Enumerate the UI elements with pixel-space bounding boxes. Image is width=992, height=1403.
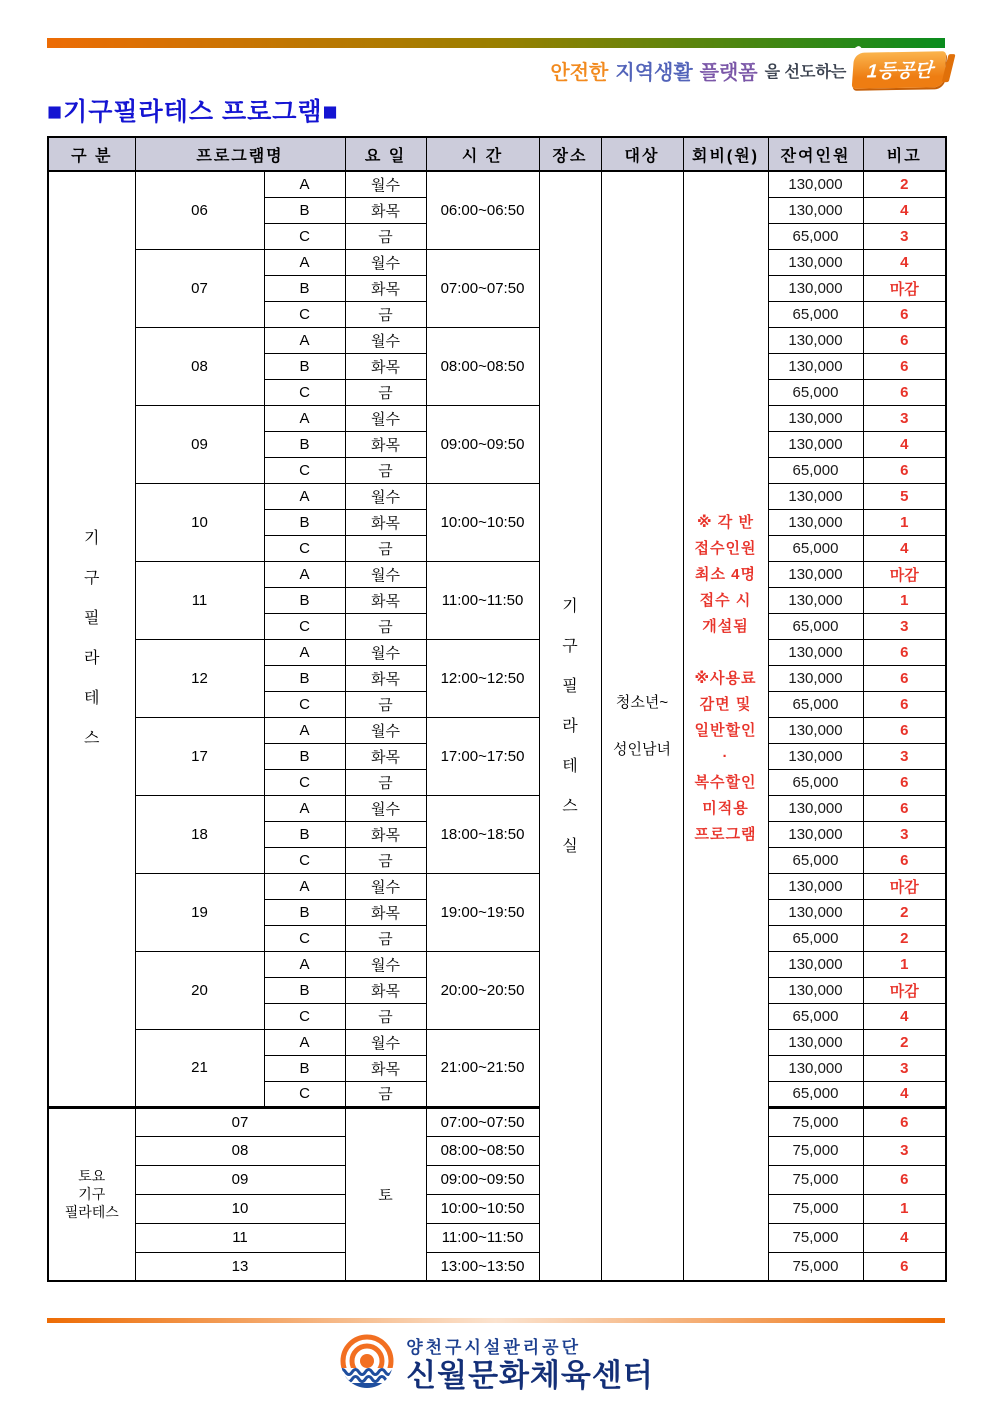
column-header: 프로그램명 <box>135 137 345 171</box>
fee-cell: 130,000 <box>768 821 863 847</box>
class-letter-cell: A <box>264 561 345 587</box>
remaining-cell: 6 <box>863 457 946 483</box>
class-letter-cell: C <box>264 301 345 327</box>
day-cell: 월수 <box>345 873 426 899</box>
class-letter-cell: C <box>264 925 345 951</box>
center-emblem-icon <box>338 1334 396 1397</box>
fee-cell: 130,000 <box>768 977 863 1003</box>
class-letter-cell: C <box>264 1081 345 1107</box>
day-cell: 금 <box>345 457 426 483</box>
day-cell: 월수 <box>345 483 426 509</box>
time-cell: 08:00~08:50 <box>426 1136 539 1165</box>
remaining-cell: 1 <box>863 509 946 535</box>
remaining-cell: 1 <box>863 587 946 613</box>
fee-cell: 130,000 <box>768 1029 863 1055</box>
day-cell: 월수 <box>345 717 426 743</box>
program-name-cell: 11 <box>135 561 264 639</box>
footer-text <box>406 1338 654 1394</box>
class-letter-cell: A <box>264 795 345 821</box>
day-cell: 화목 <box>345 275 426 301</box>
class-letter-cell: B <box>264 743 345 769</box>
fee-cell: 130,000 <box>768 509 863 535</box>
class-letter-cell: A <box>264 483 345 509</box>
tagline <box>550 52 945 88</box>
class-letter-cell: A <box>264 249 345 275</box>
remaining-cell: 6 <box>863 1252 946 1281</box>
fee-cell: 65,000 <box>768 379 863 405</box>
remaining-cell: 4 <box>863 535 946 561</box>
remaining-cell: 마감 <box>863 275 946 301</box>
class-letter-cell: B <box>264 353 345 379</box>
day-cell: 금 <box>345 691 426 717</box>
column-header: 구 분 <box>48 137 135 171</box>
program-name-cell: 07 <box>135 1107 345 1136</box>
remaining-cell: 2 <box>863 171 946 197</box>
remaining-cell: 6 <box>863 379 946 405</box>
place-vertical-text: 기 구 필 라 테 스 실 <box>562 597 578 855</box>
fee-cell: 130,000 <box>768 587 863 613</box>
day-cell: 월수 <box>345 249 426 275</box>
fee-cell: 130,000 <box>768 639 863 665</box>
program-name-cell: 19 <box>135 873 264 951</box>
fee-cell: 75,000 <box>768 1194 863 1223</box>
category-vertical-text: 기 구 필 라 테 스 <box>84 530 100 748</box>
day-cell: 화목 <box>345 431 426 457</box>
program-name-cell: 07 <box>135 249 264 327</box>
program-name-cell: 06 <box>135 171 264 249</box>
top-gradient-rule <box>47 38 945 48</box>
class-letter-cell: C <box>264 691 345 717</box>
remaining-cell: 마감 <box>863 977 946 1003</box>
day-cell: 금 <box>345 535 426 561</box>
time-cell: 18:00~18:50 <box>426 795 539 873</box>
remaining-cell: 4 <box>863 1223 946 1252</box>
day-cell: 화목 <box>345 977 426 1003</box>
fee-cell: 130,000 <box>768 197 863 223</box>
remaining-cell: 6 <box>863 1165 946 1194</box>
column-header: 회비(원) <box>683 137 768 171</box>
fee-cell: 75,000 <box>768 1107 863 1136</box>
fee-cell: 130,000 <box>768 1055 863 1081</box>
fee-cell: 65,000 <box>768 535 863 561</box>
target-cell: 청소년~ 성인남녀 <box>601 171 683 1281</box>
fee-cell: 75,000 <box>768 1252 863 1281</box>
program-name-cell: 20 <box>135 951 264 1029</box>
day-cell: 화목 <box>345 197 426 223</box>
remaining-cell: 1 <box>863 951 946 977</box>
fee-cell: 130,000 <box>768 561 863 587</box>
class-letter-cell: C <box>264 457 345 483</box>
remaining-cell: 3 <box>863 223 946 249</box>
class-letter-cell: B <box>264 899 345 925</box>
fee-cell: 65,000 <box>768 1081 863 1107</box>
time-cell: 20:00~20:50 <box>426 951 539 1029</box>
fee-cell: 130,000 <box>768 483 863 509</box>
remaining-cell: 2 <box>863 925 946 951</box>
program-name-cell: 09 <box>135 1165 345 1194</box>
first-place-badge: 1등공단 <box>852 51 946 89</box>
time-cell: 12:00~12:50 <box>426 639 539 717</box>
fee-cell: 65,000 <box>768 847 863 873</box>
program-name-cell: 11 <box>135 1223 345 1252</box>
day-cell: 화목 <box>345 821 426 847</box>
remaining-cell: 1 <box>863 1194 946 1223</box>
remaining-cell: 6 <box>863 665 946 691</box>
column-header: 잔여인원 <box>768 137 863 171</box>
day-cell: 금 <box>345 379 426 405</box>
class-letter-cell: A <box>264 171 345 197</box>
fee-cell: 65,000 <box>768 691 863 717</box>
remaining-cell: 4 <box>863 249 946 275</box>
class-letter-cell: B <box>264 509 345 535</box>
remaining-cell: 6 <box>863 847 946 873</box>
remaining-cell: 6 <box>863 795 946 821</box>
place-cell <box>539 171 601 1281</box>
class-letter-cell: C <box>264 223 345 249</box>
fee-cell: 65,000 <box>768 223 863 249</box>
day-cell: 금 <box>345 769 426 795</box>
time-cell: 07:00~07:50 <box>426 249 539 327</box>
class-letter-cell: C <box>264 1003 345 1029</box>
class-letter-cell: B <box>264 587 345 613</box>
day-cell: 월수 <box>345 639 426 665</box>
class-letter-cell: B <box>264 1055 345 1081</box>
column-header: 대상 <box>601 137 683 171</box>
remaining-cell: 5 <box>863 483 946 509</box>
fee-cell: 130,000 <box>768 327 863 353</box>
fee-cell: 75,000 <box>768 1165 863 1194</box>
program-name-cell: 10 <box>135 483 264 561</box>
class-letter-cell: B <box>264 665 345 691</box>
day-cell: 화목 <box>345 509 426 535</box>
class-letter-cell: A <box>264 1029 345 1055</box>
footer-logo <box>0 1334 992 1397</box>
program-name-cell: 12 <box>135 639 264 717</box>
time-cell: 09:00~09:50 <box>426 405 539 483</box>
time-cell: 09:00~09:50 <box>426 1165 539 1194</box>
day-cell: 월수 <box>345 795 426 821</box>
bottom-gradient-rule <box>47 1318 945 1323</box>
remaining-cell: 4 <box>863 1003 946 1029</box>
category-cell <box>48 171 135 1107</box>
day-cell: 월수 <box>345 327 426 353</box>
remaining-cell: 4 <box>863 431 946 457</box>
fee-cell: 75,000 <box>768 1223 863 1252</box>
fee-cell: 130,000 <box>768 249 863 275</box>
time-cell: 10:00~10:50 <box>426 483 539 561</box>
tagline-word-locallife: 지역생활 <box>615 61 693 84</box>
remaining-cell: 6 <box>863 691 946 717</box>
remaining-cell: 6 <box>863 1107 946 1136</box>
remaining-cell: 3 <box>863 613 946 639</box>
day-cell: 월수 <box>345 171 426 197</box>
day-cell: 화목 <box>345 1055 426 1081</box>
day-cell: 화목 <box>345 743 426 769</box>
day-cell: 화목 <box>345 353 426 379</box>
class-letter-cell: C <box>264 769 345 795</box>
class-letter-cell: B <box>264 977 345 1003</box>
class-letter-cell: A <box>264 327 345 353</box>
remaining-cell: 마감 <box>863 873 946 899</box>
fee-cell: 130,000 <box>768 353 863 379</box>
program-name-cell: 18 <box>135 795 264 873</box>
fee-cell: 130,000 <box>768 171 863 197</box>
class-letter-cell: A <box>264 873 345 899</box>
day-cell: 금 <box>345 1003 426 1029</box>
tagline-word-leading: 을 선도하는 <box>764 63 847 81</box>
time-cell: 19:00~19:50 <box>426 873 539 951</box>
time-cell: 07:00~07:50 <box>426 1107 539 1136</box>
fee-cell: 130,000 <box>768 951 863 977</box>
fee-cell: 130,000 <box>768 795 863 821</box>
remaining-cell: 3 <box>863 821 946 847</box>
fee-cell: 65,000 <box>768 925 863 951</box>
fee-cell: 65,000 <box>768 1003 863 1029</box>
organization-name: 양천구시설관리공단 <box>406 1337 582 1357</box>
column-header: 시 간 <box>426 137 539 171</box>
day-cell: 월수 <box>345 951 426 977</box>
fee-cell: 130,000 <box>768 873 863 899</box>
remaining-cell: 6 <box>863 769 946 795</box>
fee-cell: 130,000 <box>768 717 863 743</box>
class-letter-cell: A <box>264 951 345 977</box>
day-cell: 금 <box>345 925 426 951</box>
column-header: 비고 <box>863 137 946 171</box>
remaining-cell: 마감 <box>863 561 946 587</box>
day-cell: 월수 <box>345 561 426 587</box>
time-cell: 13:00~13:50 <box>426 1252 539 1281</box>
remaining-cell: 3 <box>863 1055 946 1081</box>
day-cell: 토 <box>345 1107 426 1281</box>
tagline-word-platform: 플랫폼 <box>699 61 758 84</box>
time-cell: 11:00~11:50 <box>426 561 539 639</box>
remaining-cell: 2 <box>863 1029 946 1055</box>
program-name-cell: 08 <box>135 1136 345 1165</box>
time-cell: 10:00~10:50 <box>426 1194 539 1223</box>
remaining-cell: 2 <box>863 899 946 925</box>
class-letter-cell: C <box>264 535 345 561</box>
remaining-cell: 6 <box>863 301 946 327</box>
class-letter-cell: C <box>264 379 345 405</box>
page-title: ■기구필라테스 프로그램■ <box>47 98 339 126</box>
remaining-cell: 6 <box>863 717 946 743</box>
fee-cell: 65,000 <box>768 301 863 327</box>
remaining-cell: 6 <box>863 639 946 665</box>
remaining-cell: 4 <box>863 1081 946 1107</box>
column-header: 장소 <box>539 137 601 171</box>
tagline-word-safe: 안전한 <box>550 61 609 84</box>
center-name: 신월문화체육센터 <box>406 1357 654 1393</box>
day-cell: 금 <box>345 301 426 327</box>
fee-cell: 130,000 <box>768 275 863 301</box>
day-cell: 금 <box>345 223 426 249</box>
remaining-cell: 3 <box>863 743 946 769</box>
remaining-cell: 4 <box>863 197 946 223</box>
time-cell: 17:00~17:50 <box>426 717 539 795</box>
time-cell: 08:00~08:50 <box>426 327 539 405</box>
day-cell: 금 <box>345 1081 426 1107</box>
program-name-cell: 13 <box>135 1252 345 1281</box>
remaining-cell: 6 <box>863 327 946 353</box>
class-letter-cell: B <box>264 431 345 457</box>
column-header: 요 일 <box>345 137 426 171</box>
class-letter-cell: C <box>264 847 345 873</box>
program-name-cell: 09 <box>135 405 264 483</box>
remaining-cell: 3 <box>863 405 946 431</box>
program-name-cell: 08 <box>135 327 264 405</box>
time-cell: 11:00~11:50 <box>426 1223 539 1252</box>
fee-cell: 65,000 <box>768 457 863 483</box>
remaining-cell: 6 <box>863 353 946 379</box>
fee-cell: 130,000 <box>768 405 863 431</box>
day-cell: 월수 <box>345 405 426 431</box>
program-name-cell: 10 <box>135 1194 345 1223</box>
fee-cell: 130,000 <box>768 665 863 691</box>
program-name-cell: 21 <box>135 1029 264 1107</box>
class-letter-cell: B <box>264 821 345 847</box>
class-letter-cell: A <box>264 639 345 665</box>
class-letter-cell: A <box>264 717 345 743</box>
fee-cell: 65,000 <box>768 769 863 795</box>
time-cell: 06:00~06:50 <box>426 171 539 249</box>
class-letter-cell: A <box>264 405 345 431</box>
fee-cell: 65,000 <box>768 613 863 639</box>
fee-cell: 130,000 <box>768 431 863 457</box>
day-cell: 화목 <box>345 899 426 925</box>
day-cell: 월수 <box>345 1029 426 1055</box>
day-cell: 화목 <box>345 587 426 613</box>
day-cell: 금 <box>345 847 426 873</box>
class-letter-cell: B <box>264 275 345 301</box>
fee-cell: 75,000 <box>768 1136 863 1165</box>
class-letter-cell: C <box>264 613 345 639</box>
fee-cell: 130,000 <box>768 743 863 769</box>
category-cell: 토요 기구 필라테스 <box>48 1107 135 1281</box>
pilates-schedule-table <box>47 136 947 1282</box>
day-cell: 화목 <box>345 665 426 691</box>
day-cell: 금 <box>345 613 426 639</box>
fee-cell: 130,000 <box>768 899 863 925</box>
class-letter-cell: B <box>264 197 345 223</box>
program-name-cell: 17 <box>135 717 264 795</box>
time-cell: 21:00~21:50 <box>426 1029 539 1107</box>
note-cell: ※ 각 반 접수인원 최소 4명 접수 시 개설됨 ※사용료 감면 및 일반할인 · 복수할인 미적용 프로그램 <box>683 171 768 1281</box>
remaining-cell: 3 <box>863 1136 946 1165</box>
